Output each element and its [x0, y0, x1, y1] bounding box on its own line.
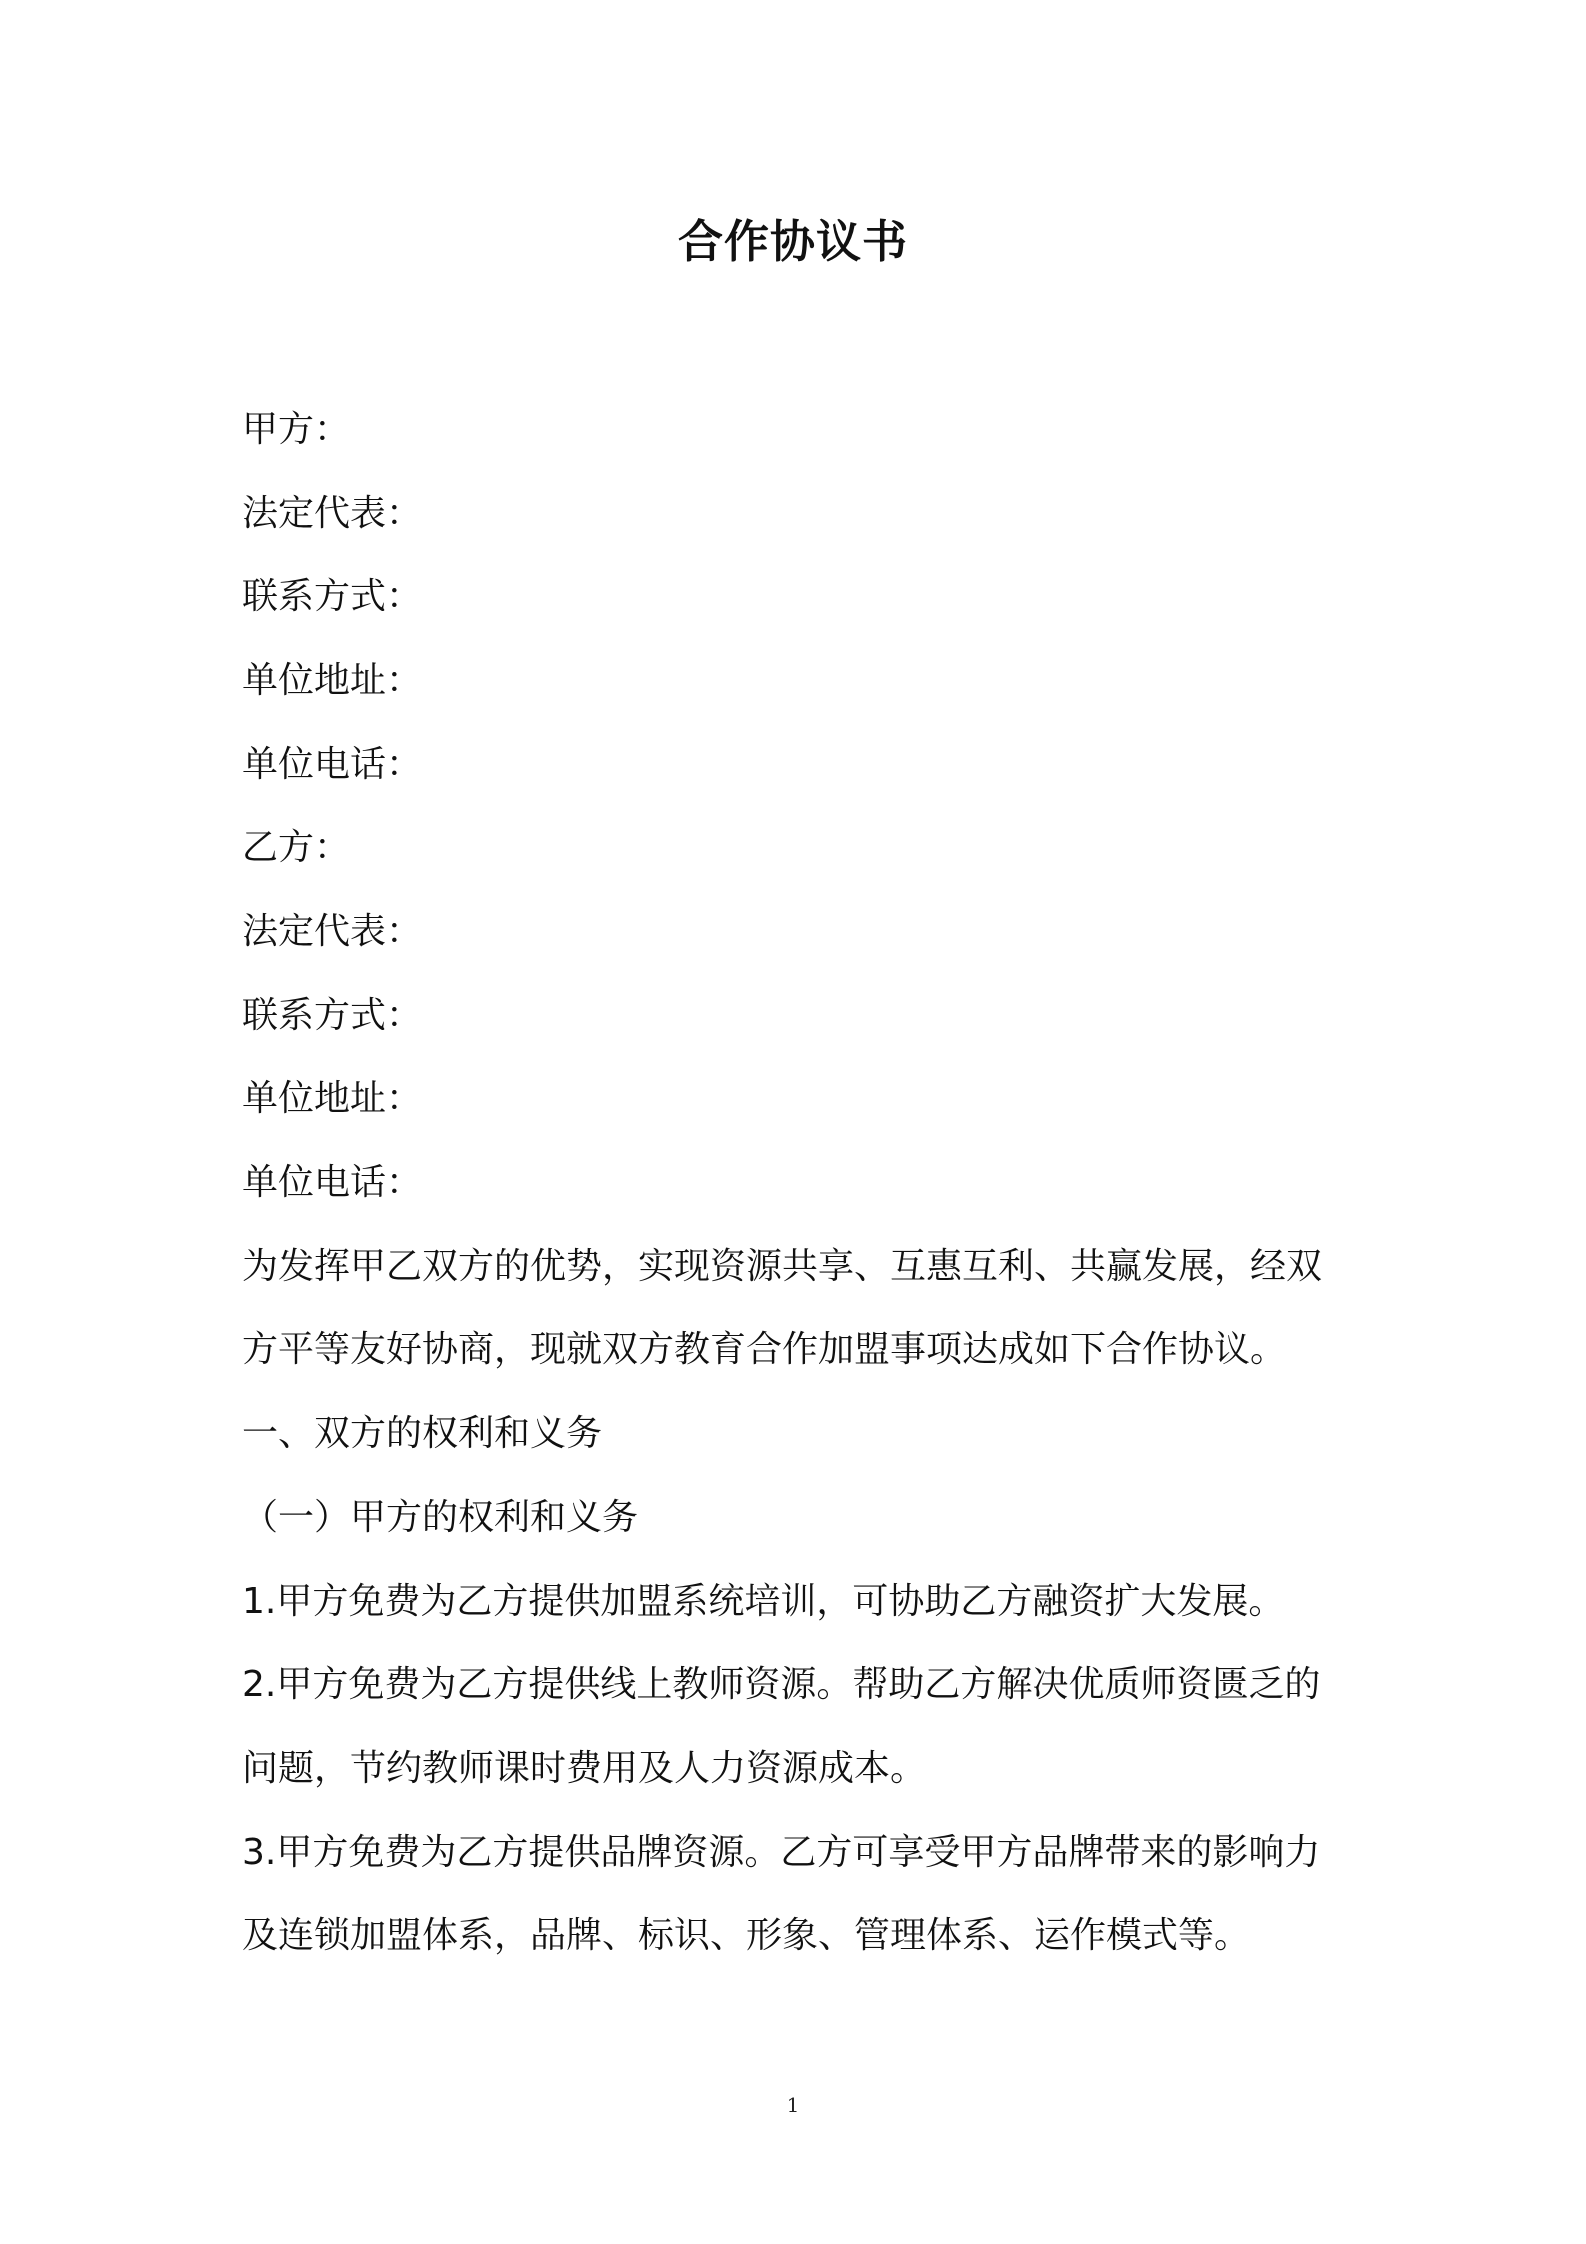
party-b-contact-label: 联系方式：	[242, 995, 423, 1036]
party-b-name-label: 乙方：	[242, 827, 351, 868]
intro-paragraph-line-2: 方平等友好协商，现就双方教育合作加盟事项达成如下合作协议。	[242, 1329, 1287, 1370]
document-title: 合作协议书	[677, 215, 908, 268]
intro-paragraph-line-1: 为发挥甲乙双方的优势，实现资源共享、互惠互利、共赢发展，经双	[242, 1246, 1323, 1287]
subsection-heading-party-a: （一）甲方的权利和义务	[242, 1497, 639, 1538]
party-b-phone-label: 单位电话：	[242, 1162, 423, 1203]
party-a-address-label: 单位地址：	[242, 660, 423, 701]
party-b-rep-label: 法定代表：	[242, 911, 423, 952]
clause-item-1: 1.甲方免费为乙方提供加盟系统培训，可协助乙方融资扩大发展。	[242, 1581, 1285, 1622]
clause-item-3-line-1: 3.甲方免费为乙方提供品牌资源。乙方可享受甲方品牌带来的影响力	[242, 1832, 1321, 1873]
clause-item-3-line-2: 及连锁加盟体系，品牌、标识、形象、管理体系、运作模式等。	[242, 1915, 1251, 1956]
party-a-phone-label: 单位电话：	[242, 744, 423, 785]
party-a-rep-label: 法定代表：	[242, 493, 423, 534]
page-number: 1	[786, 2093, 800, 2117]
clause-item-2-line-2: 问题，节约教师课时费用及人力资源成本。	[242, 1748, 927, 1789]
section-heading-rights-obligations: 一、双方的权利和义务	[242, 1413, 603, 1454]
clause-item-2-line-1: 2.甲方免费为乙方提供线上教师资源。帮助乙方解决优质师资匮乏的	[242, 1664, 1321, 1705]
party-b-address-label: 单位地址：	[242, 1078, 423, 1119]
party-a-name-label: 甲方：	[242, 409, 351, 450]
party-a-contact-label: 联系方式：	[242, 576, 423, 617]
